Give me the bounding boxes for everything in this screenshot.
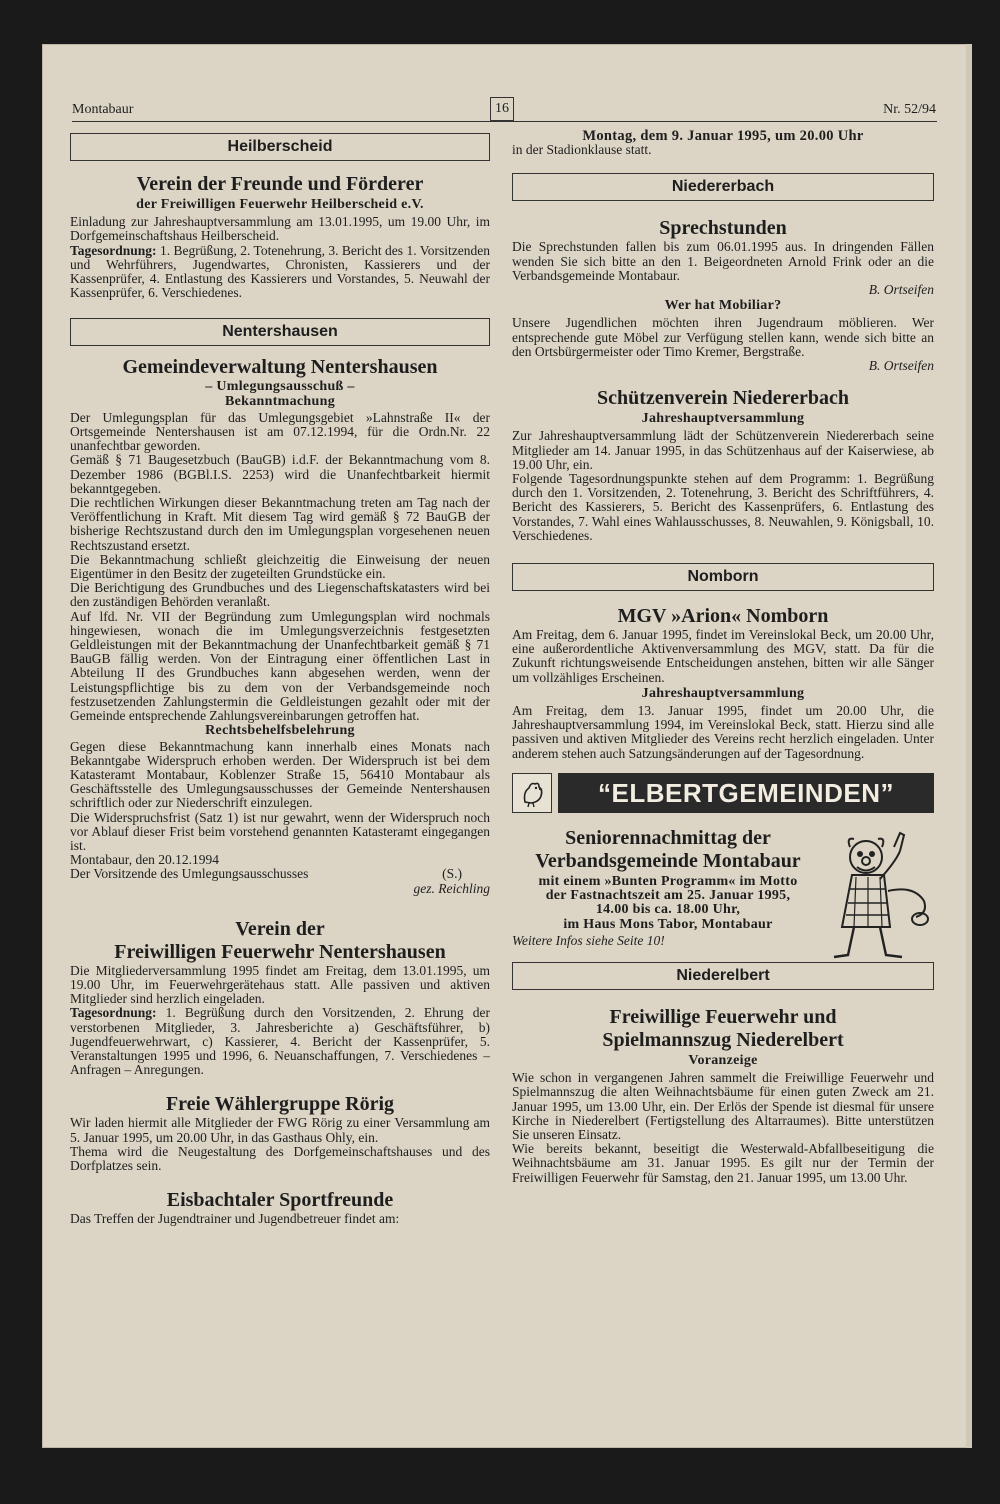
- paragraph: Einladung zur Jahreshauptversammlung am 13.01.1995, um 19.00 Uhr, im Dorfgemeinschaftshaus Heilberscheid.: [70, 214, 490, 244]
- paragraph: Montabaur, den 20.12.1994: [70, 852, 220, 868]
- page-number: 16: [490, 97, 514, 121]
- paragraph: Die Bekanntmachung schließt gleichzeitig die Einweisung der neuen Eigentümer in den Besitz der zugeteilten Grundstücke ein.: [70, 551, 490, 582]
- label: Tagesordnung:: [70, 1005, 157, 1021]
- paragraph: Gegen diese Bekanntmachung kann innerhalb eines Monats nach Bekanntgabe Widerspruch erhoben werden. Der Widerspruch ist bei dem Katasteramt Montabaur, Koblenzer Straße 15, 56410 Montabaur als Geschäftsstelle des Umlegungsausschusses der Gemeinde Nentershausen schriftlich oder zur Niederschrift einzulegen.: [70, 738, 490, 811]
- section-heilberscheid: Heilberscheid: [70, 133, 490, 161]
- section-nomborn: Nomborn: [512, 563, 934, 591]
- text: (S.): [442, 866, 462, 882]
- article-title: Freiwillige Feuerwehr und: [609, 1005, 837, 1028]
- ad-line: im Haus Mons Tabor, Montabaur: [563, 916, 773, 932]
- signature: B. Ortseifen: [868, 358, 934, 374]
- paragraph: Auf lfd. Nr. VII der Begründung zum Umlegungsplan wird nochmals hingewiesen, wonach die im Umlegungsverzeichnis festgesetzten Geldleistungen mit der Bekanntmachung der Unanfechtbarkeit gemäß § 71 BauGB fällig werden. Von der Eintragung einer öffentlichen Last in Abteilung II des Grundbuches kann abgesehen werden, wenn der Leistungspflichtige bis zu dem von der Verbandsgemeinde noch festzusetzenden Zahlungstermin die Geldleistungen gezahlt oder mit der Gemeinde entsprechende Zahlungsvereinbarungen getroffen hat.: [70, 608, 490, 724]
- label: Tagesordnung:: [70, 242, 157, 258]
- text: Der Vorsitzende des Umlegungsausschusses: [70, 866, 309, 882]
- signature: gez. Reichling: [413, 880, 490, 896]
- banner-title: “ELBERTGEMEINDEN”: [558, 773, 934, 813]
- paragraph: Die Mitgliederversammlung 1995 findet am Freitag, dem 13.01.1995, um 19.00 Uhr, im Feuerwehrgerätehaus statt. Alle passiven und aktiven Mitglieder sind herzlich eingeladen.: [70, 962, 490, 1007]
- article-subtitle: Jahreshauptversammlung: [641, 411, 805, 427]
- page-edge: [966, 44, 972, 1448]
- paragraph: Am Freitag, dem 13. Januar 1995, findet um 20.00 Uhr, die Jahreshauptversammlung 1994, im Vereinslokal Beck, statt. Hierzu sind alle passiven und aktiven Mitglieder des Vereins recht herzlich eingeladen. Unter anderem stehen auch Satzungsänderungen auf der Tagesordnung.: [512, 703, 934, 761]
- ad-line: mit einem »Bunten Programm« im Motto: [538, 873, 798, 889]
- header-rule: [72, 121, 937, 122]
- paragraph: Die Sprechstunden fallen bis zum 06.01.1995 aus. In dringenden Fällen wenden Sie sich bitte an den 1. Beigeordneten Arnold Frink oder an die Verbandsgemeinde Montabaur.: [512, 239, 934, 283]
- elbertgemeinden-banner: [512, 773, 934, 813]
- article-title: Verein der Freunde und Förderer: [136, 173, 424, 195]
- paragraph: [70, 244, 490, 301]
- ad-title: Seniorennachmittag der: [565, 826, 771, 849]
- section-nentershausen: Nentershausen: [70, 318, 490, 346]
- paragraph: [70, 867, 490, 881]
- ad-line: 14.00 bis ca. 18.00 Uhr,: [595, 902, 741, 918]
- article-subtitle: Voranzeige: [688, 1052, 758, 1068]
- paragraph: [70, 1006, 490, 1077]
- ad-line: der Fastnachtszeit am 25. Januar 1995,: [545, 888, 791, 904]
- article-subtitle: Rechtsbehelfsbelehrung: [205, 723, 355, 739]
- paragraph: Gemäß § 71 Baugesetzbuch (BauGB) i.d.F. der Bekanntmachung vom 8. Dezember 1986 (BGBl.I.S. 2253) wird die Unanfechtbarkeit hiermit bekanntgegeben.: [70, 452, 490, 496]
- article-subtitle: Bekanntmachung: [224, 393, 335, 409]
- paragraph: Wie bereits bekannt, beseitigt die Westerwald-Abfallbeseitigung die Weihnachtsbäume am 31. Januar 1995. Es gilt nur der Termin der Freiwilligen Feuerwehr für Samstag, den 21. Januar 1995, um 13.00 Uhr.: [512, 1141, 934, 1185]
- paragraph: Die Widerspruchsfrist (Satz 1) ist nur gewahrt, wenn der Widerspruch noch vor Ablauf dieser Frist beim vorstehend genannten Katasteramt eingegangen ist.: [70, 809, 490, 853]
- date-line: Montag, dem 9. Januar 1995, um 20.00 Uhr: [582, 128, 864, 144]
- clown-illustration: [824, 827, 934, 967]
- left-column: [70, 133, 490, 1226]
- text: 1. Begrüßung, 2. Totenehrung, 3. Bericht des 1. Vorsitzenden und Wehrführers, Jugendwartes, Chronisten, Kassierers und der Kassenprüfer, 4. Entlastung des Kassierers und Vorstandes, 5. Neuwahl der Kassenprüfer, 6. Verschiedenes.: [70, 242, 490, 301]
- article-title: MGV »Arion« Nomborn: [617, 605, 829, 628]
- article-title: Gemeindeverwaltung Nentershausen: [122, 356, 438, 379]
- paragraph: Zur Jahreshauptversammlung lädt der Schützenverein Niedererbach seine Mitglieder am 14. Januar 1995, in das Schützenhaus auf der Kaiserwiese, ab 19.00 Uhr, ein.: [512, 428, 934, 472]
- header-left: Montabaur: [72, 102, 134, 117]
- paragraph: Die rechtlichen Wirkungen dieser Bekanntmachung treten am Tag nach der Veröffentlichung in Kraft. Mit diesem Tag wird gemäß § 72 BauGB der bisherige Rechtszustand durch den im Umlegungsplan vorgesehenen neuen Rechtszustand ersetzt.: [70, 495, 490, 553]
- article-title: Schützenverein Niedererbach: [596, 387, 849, 410]
- article-subtitle: – Umlegungsausschuß –: [205, 379, 355, 395]
- article-subtitle: der Freiwilligen Feuerwehr Heilberscheid e.V.: [136, 197, 424, 212]
- section-niederelbert: Niederelbert: [512, 962, 934, 990]
- article-title: Freiwilligen Feuerwehr Nentershausen: [114, 940, 446, 963]
- article-title: Verein der: [235, 917, 325, 940]
- article-title: Spielmannszug Niederelbert: [602, 1028, 844, 1051]
- paragraph: Unsere Jugendlichen möchten ihren Jugendraum möblieren. Wer entsprechende gute Möbel zur Verfügung stellen kann, wende sich bitte an den Ortsbürgermeister oder Timo Kremer, Bergstraße.: [512, 315, 934, 359]
- paragraph: Wie schon in vergangenen Jahren sammelt die Freiwillige Feuerwehr und Spielmannszug die alten Weihnachtsbäume für einen guten Zweck am 21. Januar 1995, um 13.00 Uhr, ein. Der Erlös der Spende ist diesmal für unsere Kirche in Niederelbert (Fertigstellung des Altarraumes). Bitte unterstützen Sie unseren Einsatz.: [512, 1070, 934, 1142]
- article-subtitle: Wer hat Mobiliar?: [664, 298, 782, 314]
- article-title: Eisbachtaler Sportfreunde: [166, 1189, 394, 1212]
- text: 1. Begrüßung durch den Vorsitzenden, 2. Ehrung der verstorbenen Mitglieder, 3. Jahresberichte a) Geschäftsführer, b) Jugendfeuerwehrwart, c) Kassierer, 4. Bericht der Kassenprüfer, 5. Veranstaltungen 1995 und 1996, 6. Neuanschaffungen, 7. Verschiedenes – Anfragen – Anregungen.: [70, 1005, 490, 1078]
- paragraph: Thema wird die Neugestaltung des Dorfgemeinschaftshauses und des Dorfplatzes sein.: [70, 1143, 490, 1173]
- paragraph: Die Berichtigung des Grundbuches und des Liegenschaftskatasters wird bei den zuständigen Behörden veranlaßt.: [70, 580, 490, 610]
- section-niedererbach: Niedererbach: [512, 173, 934, 201]
- senioren-ad: [512, 827, 934, 948]
- right-column: [512, 129, 934, 1185]
- article-title: Freie Wählergruppe Rörig: [165, 1093, 395, 1116]
- paragraph: Der Umlegungsplan für das Umlegungsgebiet »Lahnstraße II« der Ortsgemeinde Nentershausen ist am 07.12.1994, für die Ordn.Nr. 22 unanfechtbar geworden.: [70, 409, 490, 454]
- paragraph: Wir laden hiermit alle Mitglieder der FWG Rörig zu einer Versammlung am 5. Januar 1995, um 20.00 Uhr, in das Gasthaus Ohly, ein.: [70, 1115, 490, 1145]
- ad-info: Weitere Infos siehe Seite 10!: [512, 932, 665, 948]
- article-subtitle: Jahreshauptversammlung: [641, 685, 805, 701]
- paragraph: Folgende Tagesordnungspunkte stehen auf dem Programm: 1. Begrüßung durch den 1. Vorsitzenden, 2. Totenehrung, 3. Bericht des Schriftführers, 4. Bericht des Kassierers, 5. Bericht des Kassenprüfers, 6. Entlastung des Vorstandes, 7. Wahl eines Wahlausschusses, 8. Neuwahlen, 9. Königsball, 10. Verschiedenes.: [512, 471, 934, 543]
- paragraph: Das Treffen der Jugendtrainer und Jugendbetreuer findet am:: [70, 1211, 400, 1227]
- rooster-icon: [512, 773, 552, 813]
- paragraph: Am Freitag, dem 6. Januar 1995, findet im Vereinslokal Beck, um 20.00 Uhr, eine außerordentliche Aktivenversammlung des MGV, statt. Da für die Zukunft richtungsweisende Entscheidungen anstehen, bitten wir alle Sänger um vollzähliges Erscheinen.: [512, 627, 934, 685]
- paragraph: in der Stadionklause statt.: [512, 142, 652, 158]
- signature: B. Ortseifen: [868, 282, 934, 298]
- header-right: Nr. 52/94: [883, 102, 936, 117]
- ad-title: Verbandsgemeinde Montabaur: [535, 849, 801, 872]
- article-title: Sprechstunden: [659, 217, 787, 240]
